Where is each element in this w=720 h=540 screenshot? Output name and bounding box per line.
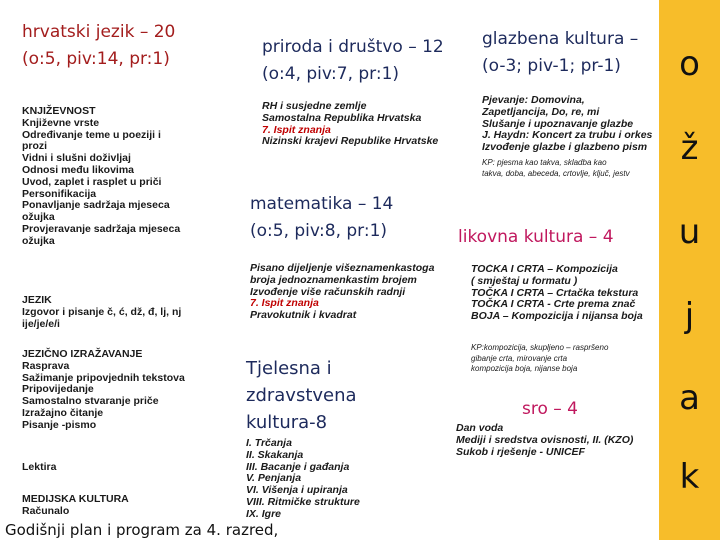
tjelesna-items <box>246 438 360 521</box>
text-line: TOČKA I CRTA - Crte prema znač <box>471 298 636 311</box>
text-line: Književne vrste <box>22 116 100 129</box>
text-line: VI. Višenja i upiranja <box>246 484 348 497</box>
text-line: KNJIŽEVNOST <box>22 105 96 117</box>
text-line: prozi <box>22 140 48 153</box>
text-line: Personifikacija <box>22 187 97 200</box>
matematika-subtitle: (o:5, piv:8, pr:1) <box>250 221 388 241</box>
sidebar-letter: u <box>678 212 701 252</box>
text-line: KP:kompozicija, skupljeno – raspršeno <box>471 343 609 352</box>
text-line: V. Penjanja <box>246 472 302 485</box>
glazbena-title: glazbena kultura – <box>482 29 639 49</box>
text-line: BOJA – Kompozicija i nijansa boja <box>471 310 643 323</box>
text-line: Računalo <box>22 504 70 517</box>
text-line: kompozicija boja, nijanse boja <box>471 364 578 373</box>
hrvatski-subtitle: (o:5, piv:14, pr:1) <box>22 49 170 69</box>
text-line: Dan voda <box>456 423 504 434</box>
text-line: ožujka <box>22 234 55 247</box>
text-line: ožujka <box>22 211 55 224</box>
sidebar-letter: ž <box>680 128 699 168</box>
text-line: Pravokutnik i kvadrat <box>250 309 357 322</box>
text-line: Uvod, zaplet i rasplet u priči <box>22 175 162 188</box>
footer-title: Godišnji plan i program za 4. razred, <box>5 521 279 539</box>
text-line: broja jednoznamenkastim brojem <box>250 273 417 286</box>
hrvatski-medijska-list <box>22 494 129 518</box>
hrvatski-izrazavanje-list <box>22 349 185 432</box>
text-line: Određivanje teme u poeziji i <box>22 128 161 141</box>
text-line: Izvođenje glazbe i glazbeno pism <box>482 141 648 154</box>
text-line: gibanje crta, mirovanje crta <box>471 353 568 363</box>
priroda-title: priroda i društvo – 12 <box>262 37 444 57</box>
sidebar-letter: j <box>684 296 695 336</box>
text-line: takva, doba, abeceda, crtovlje, ključ, jestv <box>482 168 630 178</box>
hrvatski-lektira: Lektira <box>22 461 57 473</box>
text-line: Sažimanje pripovjednih tekstova <box>22 371 185 384</box>
text-line: Tjelesna i <box>246 358 332 379</box>
sro-title: sro – 4 <box>522 399 578 419</box>
text-line: TOČKA I CRTA – Crtačka tekstura <box>471 286 639 299</box>
text-line: Ponavljanje sadržaja mjeseca <box>22 199 170 212</box>
exam-line: 7. Ispit znanja <box>262 123 331 136</box>
text-line: KP: pjesma kao takva, skladba kao <box>482 158 607 167</box>
text-line: Mediji i sredstva ovisnosti, II. (KZO) <box>456 433 634 446</box>
text-line: RH i susjedne zemlje <box>262 100 367 112</box>
exam-line: 7. Ispit znanja <box>250 297 319 310</box>
glazbena-items <box>482 95 658 154</box>
text-line: ije/je/e/i <box>22 317 60 330</box>
sidebar-letter: k <box>679 457 700 497</box>
glazbena-note <box>482 158 658 179</box>
text-line: Samostalna Republika Hrvatska <box>262 111 422 124</box>
text-line: Vidni i slušni doživljaj <box>22 152 131 165</box>
text-line: III. Bacanje i gađanja <box>246 460 350 473</box>
text-line: Izgovor i pisanje č, ć, dž, đ, lj, nj <box>22 305 182 318</box>
text-line: MEDIJSKA KULTURA <box>22 493 129 505</box>
likovna-title: likovna kultura – 4 <box>458 227 614 247</box>
text-line: TOČKA I CRTA – Kompozicija <box>471 264 618 275</box>
text-line: J. Haydn: Koncert za trubu i orkes <box>482 129 653 142</box>
hrvatski-title: hrvatski jezik – 20 <box>22 22 176 42</box>
text-line: Pjevanje: Domovina, <box>482 95 585 106</box>
text-line: Rasprava <box>22 359 70 372</box>
text-line: Sukob i rješenje - UNICEF <box>456 445 585 458</box>
likovna-items <box>471 264 658 323</box>
text-line: I. Trčanja <box>246 437 292 449</box>
text-line: JEZIČNO IZRAŽAVANJE <box>22 348 143 360</box>
text-line: kultura-8 <box>246 412 328 433</box>
text-line: Pisanje -pismo <box>22 418 97 431</box>
text-line: Odnosi među likovima <box>22 163 135 176</box>
matematika-items <box>250 263 434 322</box>
text-line: Pripovijedanje <box>22 383 94 396</box>
sro-items <box>456 423 659 458</box>
text-line: VIII. Ritmičke strukture <box>246 495 360 508</box>
sidebar-letter: a <box>679 378 700 418</box>
tjelesna-title <box>246 355 357 436</box>
text-line: zdravstvena <box>246 385 357 406</box>
hrvatski-jezik-list <box>22 295 181 330</box>
text-line: ( smještaj u formatu ) <box>471 274 578 287</box>
text-line: Nizinski krajevi Republike Hrvatske <box>262 135 439 148</box>
text-line: II. Skakanja <box>246 448 304 461</box>
sidebar-ozujak <box>659 0 720 540</box>
likovna-note <box>471 343 658 375</box>
hrvatski-knjizevnost-list <box>22 106 180 248</box>
text-line: Zapetljancija, Do, re, mi <box>482 105 600 118</box>
text-line: Samostalno stvaranje priče <box>22 395 159 408</box>
text-line: Izvođenje više računskih radnji <box>250 285 406 298</box>
sidebar-letter: o <box>679 44 700 84</box>
matematika-title: matematika – 14 <box>250 194 394 214</box>
text-line: Provjeravanje sadržaja mjeseca <box>22 222 181 235</box>
text-line: JEZIK <box>22 294 52 306</box>
text-line: Izražajno čitanje <box>22 406 104 419</box>
text-line: Slušanje i upoznavanje glazbe <box>482 117 634 130</box>
text-line: Pisano dijeljenje višeznamenkastoga <box>250 262 435 274</box>
text-line: IX. Igre <box>246 507 282 520</box>
priroda-subtitle: (o:4, piv:7, pr:1) <box>262 64 400 84</box>
priroda-items <box>262 101 438 148</box>
glazbena-subtitle: (o-3; piv-1; pr-1) <box>482 56 621 76</box>
